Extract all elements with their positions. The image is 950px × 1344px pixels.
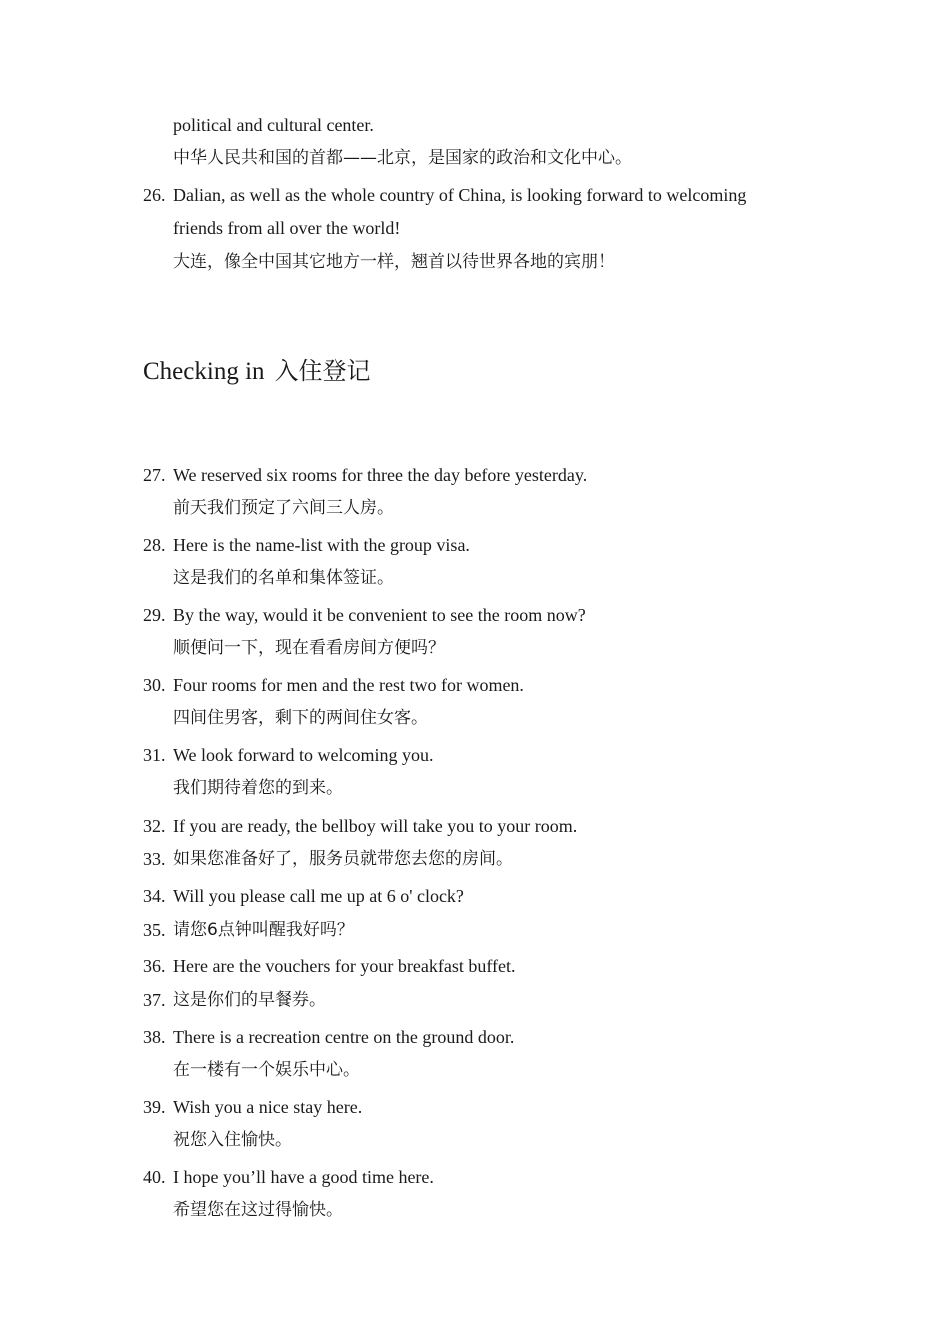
section-heading	[143, 356, 371, 387]
document-page: political and cultural center. 中华人民共和国的首都——北京，是国家的政治和文化中心。 26. Dalian, as well as the whole country of China, is looking forward to welcoming friends from all over the world! 大连，像全中国其它地方一样，翘首以待世界各地的宾朋！ Checking in 入住登记 27. We reserved six rooms for three the day before yesterday. 前天我们预定了六间三人房。 28. Here is the name-list with the group visa. 这是我们的名单和集体签证。 29. By the way, would it be convenient to see the room now? 顺便问一下，现在看看房间方便吗？ 30. Four rooms for men and the rest two for women. 四间住男客，剩下的两间住女客。 31. We look forward to welcoming you. 我们期待着您的到来。 32. If you are ready, the bellboy will take you to your room. 33. 如果您准备好了，服务员就带您去您的房间。 34. Will you please call me up at 6 o' clock? 35. 请您6点钟叫醒我好吗？ 36. Here are the vouchers for your breakfast buffet. 37. 这是你们的早餐券。 38. There is a recreation centre on the ground door. 在一楼有一个娱乐中心。 39. Wish you a nice stay here. 祝您入住愉快。 40. I hope you’ll have a good time here. 希望您在这过得愉快。	[143, 115, 747, 1220]
section-title-cn: 入住登记	[274, 357, 371, 385]
section-title-en: Checking in	[143, 358, 265, 385]
